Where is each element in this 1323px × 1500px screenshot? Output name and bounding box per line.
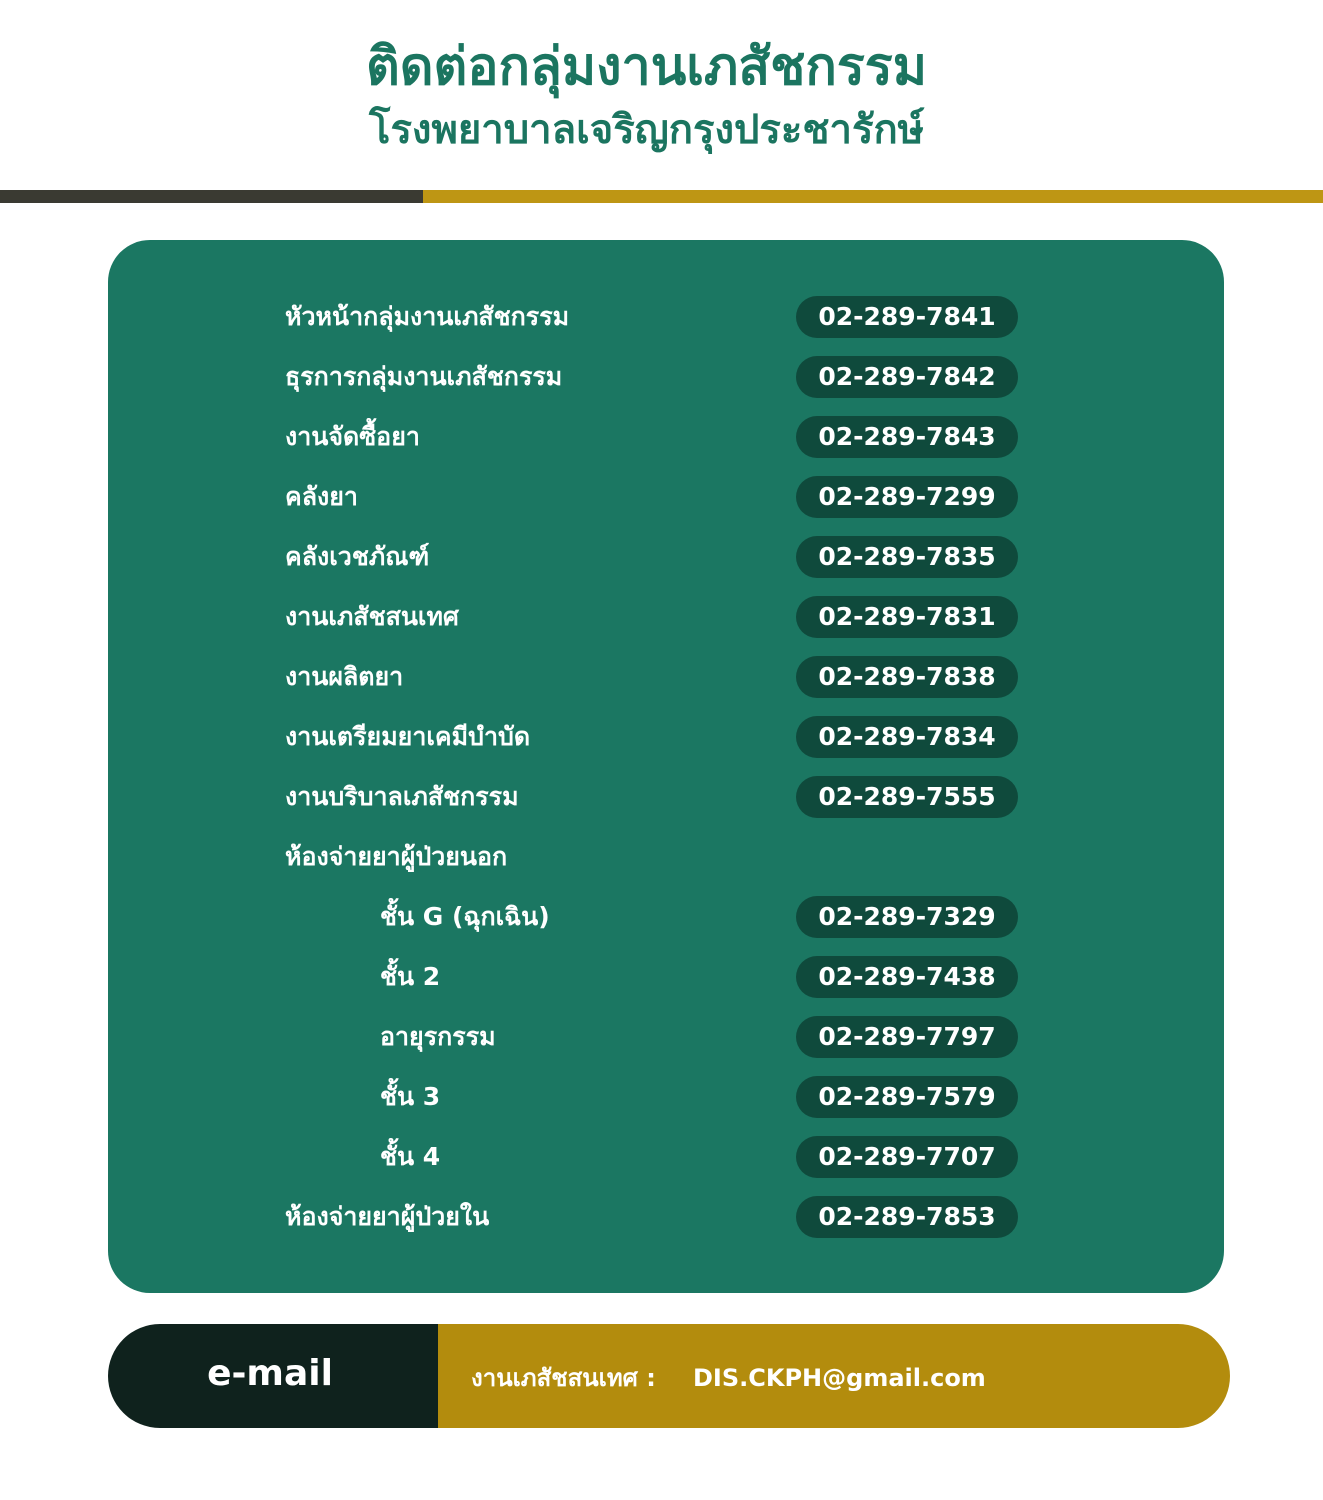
contact-label: ธุรการกลุ่มงานเภสัชกรรม (285, 362, 563, 391)
phone-number-pill[interactable]: 02-289-7438 (796, 956, 1018, 998)
page-subtitle: โรงพยาบาลเจริญกรุงประชารักษ์ (368, 107, 925, 153)
contact-label: ชั้น 2 (380, 962, 441, 991)
contact-label: งานเภสัชสนเทศ (285, 602, 459, 631)
contact-row (108, 776, 1224, 836)
header-divider (0, 190, 1323, 203)
email-address-link[interactable]: DIS.CKPH@gmail.com (693, 1364, 986, 1392)
email-label: e-mail (207, 1353, 333, 1394)
contact-label: งานเตรียมยาเคมีบำบัด (285, 722, 531, 751)
contact-subrow (108, 896, 1224, 956)
email-bar (108, 1324, 1230, 1428)
phone-number-pill[interactable]: 02-289-7329 (796, 896, 1018, 938)
phone-number-pill[interactable]: 02-289-7842 (796, 356, 1018, 398)
phone-number-pill[interactable]: 02-289-7299 (796, 476, 1018, 518)
phone-number-pill[interactable]: 02-289-7835 (796, 536, 1018, 578)
contact-label: งานบริบาลเภสัชกรรม (285, 782, 519, 811)
email-department: งานเภสัชสนเทศ : (471, 1364, 656, 1392)
contact-row (108, 1196, 1224, 1256)
page-title: ติดต่อกลุ่มงานเภสัชกรรม (365, 37, 927, 97)
contact-label: อายุรกรรม (380, 1022, 496, 1051)
phone-number-pill[interactable]: 02-289-7834 (796, 716, 1018, 758)
phone-number-pill[interactable]: 02-289-7797 (796, 1016, 1018, 1058)
contact-row (108, 656, 1224, 716)
contact-label: ชั้น G (ฉุกเฉิน) (380, 902, 550, 931)
phone-number-pill[interactable]: 02-289-7555 (796, 776, 1018, 818)
phone-number-pill[interactable]: 02-289-7831 (796, 596, 1018, 638)
contact-subrow (108, 1136, 1224, 1196)
contact-subrow (108, 956, 1224, 1016)
contact-label: คลังเวชภัณฑ์ (285, 542, 430, 571)
contact-subrow (108, 1016, 1224, 1076)
contact-group-label: ห้องจ่ายยาผู้ป่วยนอก (285, 842, 508, 871)
phone-number-pill[interactable]: 02-289-7853 (796, 1196, 1018, 1238)
contact-label: งานผลิตยา (285, 662, 404, 691)
phone-number-pill[interactable]: 02-289-7838 (796, 656, 1018, 698)
contact-label: ห้องจ่ายยาผู้ป่วยใน (285, 1202, 490, 1231)
contact-label: หัวหน้ากลุ่มงานเภสัชกรรม (285, 302, 570, 331)
contact-list (108, 296, 1224, 1256)
contact-row (108, 476, 1224, 536)
divider-dark-segment (0, 190, 423, 203)
contact-label: ชั้น 4 (380, 1142, 441, 1171)
header (0, 0, 1323, 190)
contact-row (108, 596, 1224, 656)
phone-number-pill[interactable]: 02-289-7579 (796, 1076, 1018, 1118)
phone-number-pill[interactable]: 02-289-7841 (796, 296, 1018, 338)
contact-row (108, 296, 1224, 356)
contact-label: คลังยา (285, 482, 358, 511)
phone-number-pill[interactable]: 02-289-7707 (796, 1136, 1018, 1178)
contact-card (108, 240, 1224, 1293)
contact-label: ชั้น 3 (380, 1082, 441, 1111)
contact-row (108, 416, 1224, 476)
contact-row (108, 356, 1224, 416)
phone-number-pill[interactable]: 02-289-7843 (796, 416, 1018, 458)
contact-label: งานจัดซื้อยา (285, 422, 420, 451)
contact-group-heading (108, 836, 1224, 896)
contact-subrow (108, 1076, 1224, 1136)
contact-row (108, 716, 1224, 776)
contact-row (108, 536, 1224, 596)
divider-gold-segment (423, 190, 1323, 203)
